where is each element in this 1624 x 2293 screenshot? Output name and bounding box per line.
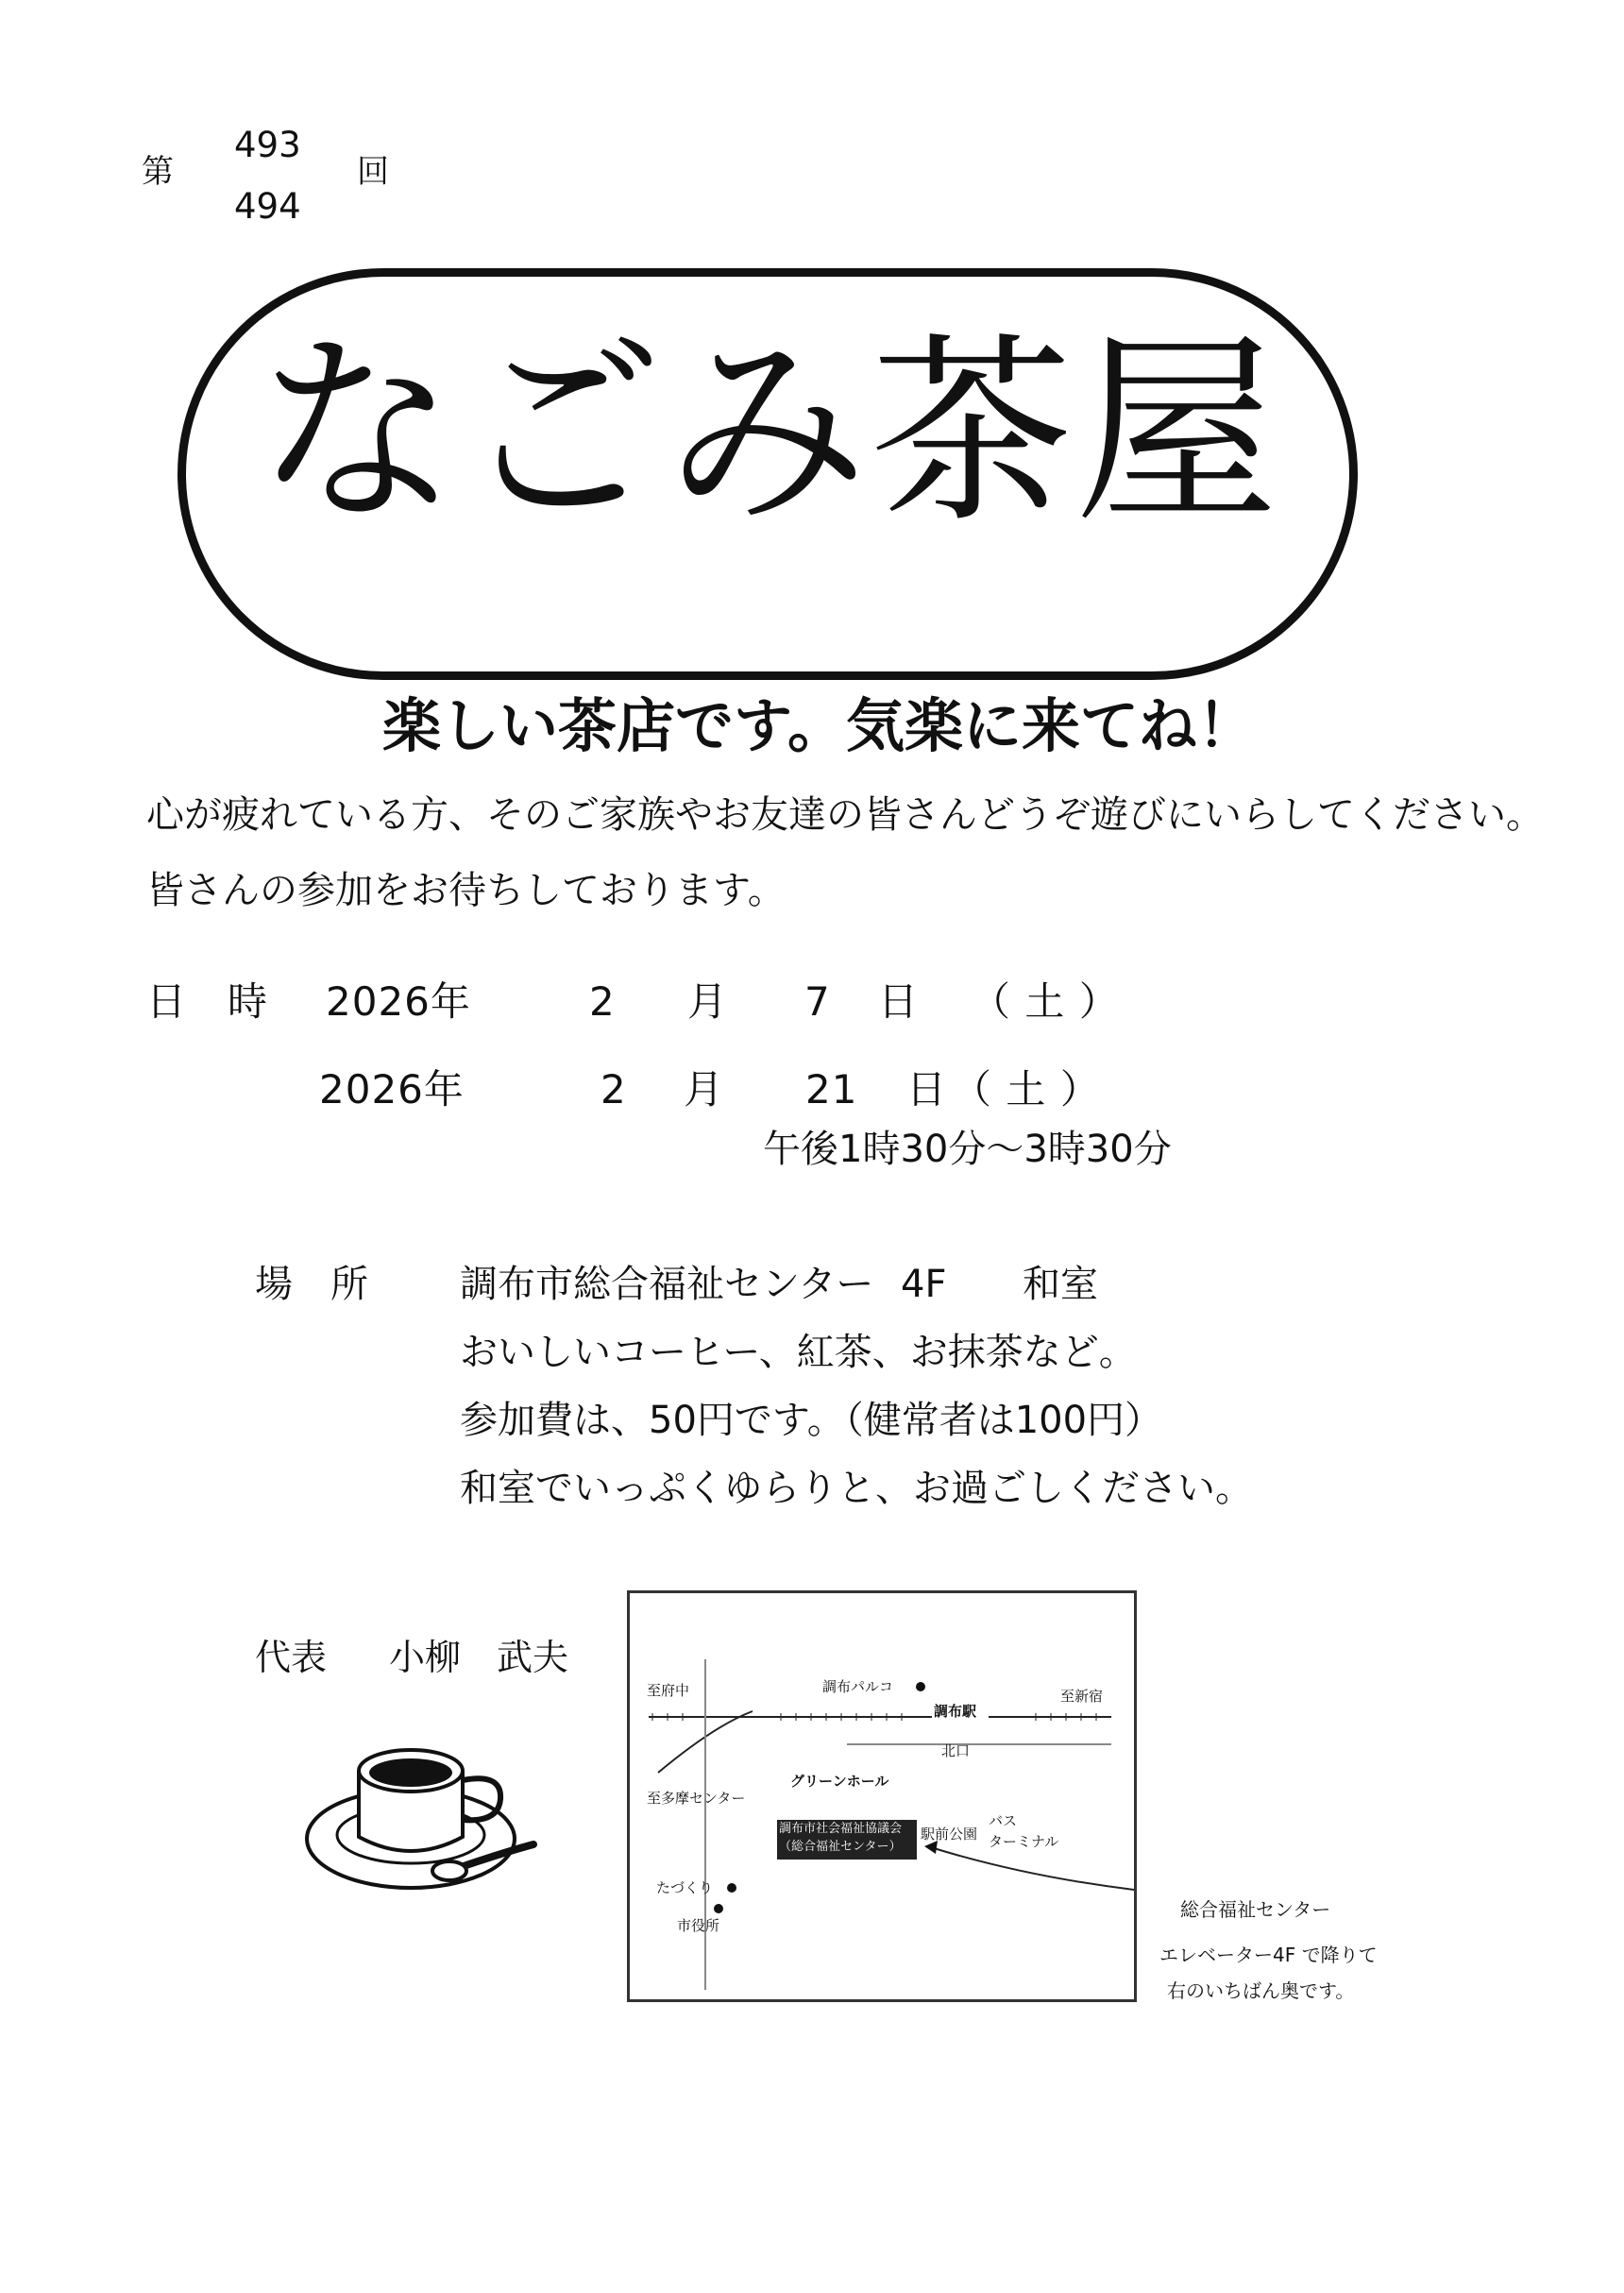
subtitle: 楽しい茶店です。気楽に来てね！ (382, 691, 1257, 760)
schedule-label: 日 時 (146, 978, 269, 1025)
date-2-weekday: （ 土 ） (952, 1066, 1101, 1113)
location-map (627, 1590, 1137, 2002)
detail-line-1: おいしいコーヒー、紅茶、お抹茶など。 (460, 1331, 1137, 1374)
coffee-cup-icon (302, 1733, 548, 1908)
map-label-parco: 調布パルコ (822, 1678, 894, 1695)
date-2-year: 2026年 (319, 1066, 465, 1113)
map-label-terminal: ターミナル (989, 1833, 1059, 1850)
representative-label: 代表 (255, 1637, 328, 1678)
time-range: 午後1時30分～3時30分 (763, 1128, 1172, 1171)
issue-prefix: 第 (142, 153, 174, 191)
map-label-center-line-1: 調布市社会福祉協議会 (779, 1822, 903, 1836)
date-2-day-unit: 日 (906, 1066, 948, 1113)
detail-line-2: 参加費は、50円です。（健常者は100円） (460, 1399, 1163, 1442)
map-label-north-exit: 北口 (941, 1742, 971, 1759)
map-label-to-shinjuku: 至新宿 (1060, 1688, 1104, 1705)
detail-line-3: 和室でいっぷくゆらりと、お過ごしください。 (460, 1467, 1253, 1510)
date-1-year: 2026年 (326, 978, 471, 1025)
date-2-month-unit: 月 (684, 1066, 725, 1113)
issue-number-first: 493 (234, 125, 301, 165)
date-1-month: 2 (589, 978, 616, 1025)
map-note-line-1: 総合福祉センター (1180, 1898, 1331, 1921)
map-label-city-hall: 市役所 (677, 1917, 720, 1934)
map-label-bus: バス (989, 1812, 1018, 1829)
date-1-day: 7 (804, 978, 831, 1025)
page-title: なごみ茶屋 (255, 314, 1280, 551)
intro-line-1: 心が疲れている方、そのご家族やお友達の皆さんどうぞ遊びにいらしてください。 (146, 793, 1544, 837)
intro-line-2: 皆さんの参加をお待ちしております。 (146, 869, 786, 912)
map-label-green-hall: グリーンホール (790, 1773, 889, 1790)
venue-floor: 4F (901, 1263, 947, 1306)
map-label-plaza: 駅前公園 (921, 1826, 978, 1843)
map-label-center-line-2: （総合福祉センター） (779, 1840, 902, 1854)
map-label-to-tama: 至多摩センター (647, 1790, 746, 1807)
date-1-month-unit: 月 (687, 978, 729, 1025)
date-2-month: 2 (601, 1066, 627, 1113)
map-label-tazukuri: たづくり (656, 1879, 714, 1896)
map-note-line-3: 右のいちばん奥です。 (1167, 1979, 1355, 2002)
place-label: 場 所 (255, 1263, 368, 1306)
map-label-station: 調布駅 (934, 1703, 977, 1720)
date-2-day: 21 (805, 1066, 858, 1113)
venue-name: 調布市総合福祉センター (460, 1263, 874, 1306)
map-note-line-2: エレベーター4F で降りて (1159, 1944, 1378, 1966)
date-1-weekday: （ 土 ） (971, 978, 1120, 1025)
date-1-day-unit: 日 (878, 978, 920, 1025)
venue-room: 和室 (1023, 1263, 1098, 1306)
issue-suffix: 回 (357, 153, 389, 191)
map-label-to-fuchu: 至府中 (647, 1682, 690, 1699)
issue-number-second: 494 (234, 186, 301, 227)
representative-name: 小柳 武夫 (389, 1637, 569, 1678)
